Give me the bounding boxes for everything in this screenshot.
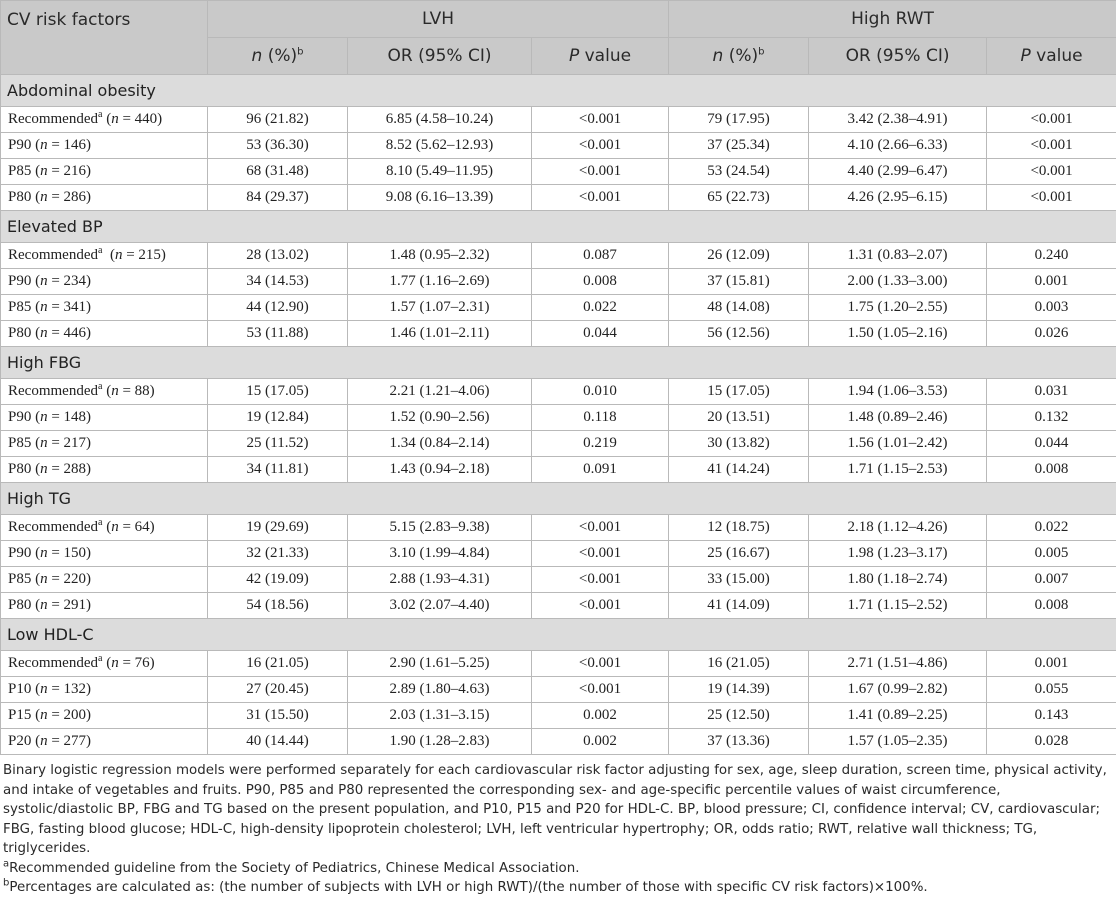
section-row	[1, 483, 1116, 515]
cell-lvh-p: <0.001	[532, 593, 669, 619]
cell-lvh-n: 42 (19.09)	[208, 567, 348, 593]
section-title: Elevated BP	[1, 211, 1116, 243]
row-label: P15 (n = 200)	[1, 703, 208, 729]
cell-rwt-p: 0.007	[987, 567, 1116, 593]
cell-lvh-n: 34 (11.81)	[208, 457, 348, 483]
cell-lvh-p: 0.002	[532, 729, 669, 755]
cell-rwt-n: 65 (22.73)	[669, 185, 809, 211]
cell-lvh-p: <0.001	[532, 677, 669, 703]
cell-rwt-or: 1.71 (1.15–2.53)	[809, 457, 987, 483]
cell-rwt-n: 12 (18.75)	[669, 515, 809, 541]
cell-rwt-or: 1.56 (1.01–2.42)	[809, 431, 987, 457]
cell-rwt-n: 30 (13.82)	[669, 431, 809, 457]
table-row	[1, 185, 1116, 211]
cell-rwt-p: 0.055	[987, 677, 1116, 703]
cell-rwt-n: 37 (13.36)	[669, 729, 809, 755]
row-label: P85 (n = 216)	[1, 159, 208, 185]
cell-lvh-or: 3.02 (2.07–4.40)	[348, 593, 532, 619]
col-header-rwt-n: n (%)$^b$	[669, 38, 809, 75]
cell-lvh-p: 0.002	[532, 703, 669, 729]
cell-lvh-p: 0.022	[532, 295, 669, 321]
cell-lvh-or: 1.43 (0.94–2.18)	[348, 457, 532, 483]
cell-rwt-p: 0.001	[987, 269, 1116, 295]
row-label: P80 (n = 286)	[1, 185, 208, 211]
cell-lvh-or: 1.34 (0.84–2.14)	[348, 431, 532, 457]
cell-lvh-n: 27 (20.45)	[208, 677, 348, 703]
cell-lvh-p: <0.001	[532, 515, 669, 541]
cell-rwt-n: 41 (14.24)	[669, 457, 809, 483]
cell-lvh-or: 1.90 (1.28–2.83)	[348, 729, 532, 755]
cell-lvh-or: 5.15 (2.83–9.38)	[348, 515, 532, 541]
table-row	[1, 321, 1116, 347]
cell-rwt-or: 4.10 (2.66–6.33)	[809, 133, 987, 159]
cell-rwt-p: 0.143	[987, 703, 1116, 729]
row-label: P85 (n = 220)	[1, 567, 208, 593]
cell-lvh-n: 54 (18.56)	[208, 593, 348, 619]
cell-lvh-or: 1.57 (1.07–2.31)	[348, 295, 532, 321]
table-row	[1, 515, 1116, 541]
row-label: Recommended$^a$ (n = 64)	[1, 515, 208, 541]
table-row	[1, 677, 1116, 703]
cell-lvh-or: 1.52 (0.90–2.56)	[348, 405, 532, 431]
row-label: P80 (n = 446)	[1, 321, 208, 347]
cell-lvh-or: 8.52 (5.62–12.93)	[348, 133, 532, 159]
row-label: Recommended$^a$ (n = 215)	[1, 243, 208, 269]
cell-lvh-n: 25 (11.52)	[208, 431, 348, 457]
cell-rwt-p: 0.028	[987, 729, 1116, 755]
cell-lvh-n: 96 (21.82)	[208, 107, 348, 133]
table-row	[1, 651, 1116, 677]
col-header-lvh-or: OR (95% CI)	[348, 38, 532, 75]
row-label: P80 (n = 291)	[1, 593, 208, 619]
cell-lvh-p: <0.001	[532, 133, 669, 159]
cell-rwt-n: 37 (25.34)	[669, 133, 809, 159]
col-header-rwt-p: P value	[987, 38, 1116, 75]
cell-rwt-p: 0.026	[987, 321, 1116, 347]
cell-rwt-p: 0.008	[987, 457, 1116, 483]
cell-rwt-n: 56 (12.56)	[669, 321, 809, 347]
footnote-a: $^a$Recommended guideline from the Society of Pediatrics, Chinese Medical Association.	[3, 859, 1113, 879]
row-label: P10 (n = 132)	[1, 677, 208, 703]
cell-rwt-p: <0.001	[987, 133, 1116, 159]
cell-lvh-p: 0.219	[532, 431, 669, 457]
cell-rwt-or: 1.75 (1.20–2.55)	[809, 295, 987, 321]
cell-rwt-or: 1.67 (0.99–2.82)	[809, 677, 987, 703]
table-row	[1, 159, 1116, 185]
cell-lvh-or: 1.46 (1.01–2.11)	[348, 321, 532, 347]
row-label: P80 (n = 288)	[1, 457, 208, 483]
section-title: High FBG	[1, 347, 1116, 379]
table-row	[1, 457, 1116, 483]
cell-rwt-or: 1.41 (0.89–2.25)	[809, 703, 987, 729]
cell-rwt-n: 33 (15.00)	[669, 567, 809, 593]
col-header-lvh-n: n (%)$^b$	[208, 38, 348, 75]
section-title: Abdominal obesity	[1, 75, 1116, 107]
cell-rwt-or: 4.40 (2.99–6.47)	[809, 159, 987, 185]
cell-lvh-or: 2.03 (1.31–3.15)	[348, 703, 532, 729]
cell-rwt-n: 48 (14.08)	[669, 295, 809, 321]
cell-rwt-p: 0.008	[987, 593, 1116, 619]
cell-rwt-or: 1.94 (1.06–3.53)	[809, 379, 987, 405]
cell-lvh-n: 16 (21.05)	[208, 651, 348, 677]
cell-lvh-p: <0.001	[532, 159, 669, 185]
cell-rwt-p: 0.132	[987, 405, 1116, 431]
cell-lvh-n: 31 (15.50)	[208, 703, 348, 729]
cell-rwt-or: 2.18 (1.12–4.26)	[809, 515, 987, 541]
cell-rwt-n: 25 (16.67)	[669, 541, 809, 567]
table-row	[1, 133, 1116, 159]
cell-lvh-p: 0.008	[532, 269, 669, 295]
cell-lvh-n: 53 (36.30)	[208, 133, 348, 159]
cell-lvh-n: 34 (14.53)	[208, 269, 348, 295]
cell-lvh-p: <0.001	[532, 567, 669, 593]
cell-rwt-or: 2.00 (1.33–3.00)	[809, 269, 987, 295]
row-label: P90 (n = 146)	[1, 133, 208, 159]
col-group-lvh: LVH	[208, 1, 669, 38]
cell-rwt-or: 1.48 (0.89–2.46)	[809, 405, 987, 431]
cell-rwt-p: 0.240	[987, 243, 1116, 269]
section-row	[1, 211, 1116, 243]
cell-rwt-p: <0.001	[987, 107, 1116, 133]
cell-lvh-n: 84 (29.37)	[208, 185, 348, 211]
cell-lvh-or: 2.21 (1.21–4.06)	[348, 379, 532, 405]
section-row	[1, 75, 1116, 107]
row-label: P90 (n = 150)	[1, 541, 208, 567]
cell-lvh-n: 28 (13.02)	[208, 243, 348, 269]
cell-lvh-n: 53 (11.88)	[208, 321, 348, 347]
cell-rwt-p: <0.001	[987, 185, 1116, 211]
col-group-high-rwt: High RWT	[669, 1, 1116, 38]
row-label: P20 (n = 277)	[1, 729, 208, 755]
cell-lvh-n: 19 (12.84)	[208, 405, 348, 431]
cell-rwt-n: 16 (21.05)	[669, 651, 809, 677]
table-row	[1, 703, 1116, 729]
cell-lvh-n: 68 (31.48)	[208, 159, 348, 185]
row-label: P85 (n = 341)	[1, 295, 208, 321]
cell-rwt-n: 25 (12.50)	[669, 703, 809, 729]
cell-lvh-n: 15 (17.05)	[208, 379, 348, 405]
cell-rwt-or: 1.31 (0.83–2.07)	[809, 243, 987, 269]
cell-lvh-or: 2.90 (1.61–5.25)	[348, 651, 532, 677]
cell-lvh-n: 32 (21.33)	[208, 541, 348, 567]
section-row	[1, 347, 1116, 379]
cell-lvh-n: 44 (12.90)	[208, 295, 348, 321]
cell-lvh-p: <0.001	[532, 185, 669, 211]
row-label: P90 (n = 234)	[1, 269, 208, 295]
cell-lvh-p: <0.001	[532, 107, 669, 133]
cell-lvh-p: 0.010	[532, 379, 669, 405]
table-row	[1, 269, 1116, 295]
footnote-b: $^b$Percentages are calculated as: (the number of subjects with LVH or high RWT)/(the number of those with specific CV risk factors)×100%.	[3, 878, 1113, 898]
cell-rwt-or: 1.50 (1.05–2.16)	[809, 321, 987, 347]
cell-lvh-or: 3.10 (1.99–4.84)	[348, 541, 532, 567]
cell-rwt-n: 41 (14.09)	[669, 593, 809, 619]
cell-rwt-or: 4.26 (2.95–6.15)	[809, 185, 987, 211]
cell-rwt-p: 0.005	[987, 541, 1116, 567]
table-row	[1, 379, 1116, 405]
cell-lvh-n: 40 (14.44)	[208, 729, 348, 755]
note-main: Binary logistic regression models were performed separately for each cardiovascular risk factor adjusting for sex, age, sleep duration, screen time, physical activity, and intake of vegetables and fruits. P90, P85 and P80 represented the corresponding sex- and age-specific percentile values of waist circumference, systolic/diastolic BP, FBG and TG based on the present population, and P10, P15 and P20 for HDL-C. BP, blood pressure; CI, confidence interval; CV, cardiovascular; FBG, fasting blood glucose; HDL-C, high-density lipoprotein cholesterol; LVH, left ventricular hypertrophy; OR, odds ratio; RWT, relative wall thickness; TG, triglycerides.	[3, 761, 1113, 859]
cell-rwt-n: 15 (17.05)	[669, 379, 809, 405]
table-row	[1, 107, 1116, 133]
row-label: Recommended$^a$ (n = 76)	[1, 651, 208, 677]
table-row	[1, 567, 1116, 593]
cell-rwt-p: 0.044	[987, 431, 1116, 457]
cell-rwt-p: 0.022	[987, 515, 1116, 541]
table-row	[1, 593, 1116, 619]
cell-lvh-p: 0.044	[532, 321, 669, 347]
cell-rwt-p: 0.003	[987, 295, 1116, 321]
cell-rwt-n: 19 (14.39)	[669, 677, 809, 703]
row-label: P90 (n = 148)	[1, 405, 208, 431]
col-header-rwt-or: OR (95% CI)	[809, 38, 987, 75]
cell-lvh-p: 0.118	[532, 405, 669, 431]
cell-rwt-n: 53 (24.54)	[669, 159, 809, 185]
cell-rwt-n: 79 (17.95)	[669, 107, 809, 133]
table-row	[1, 405, 1116, 431]
cell-rwt-or: 1.98 (1.23–3.17)	[809, 541, 987, 567]
cell-lvh-n: 19 (29.69)	[208, 515, 348, 541]
table-row	[1, 541, 1116, 567]
row-label: Recommended$^a$ (n = 88)	[1, 379, 208, 405]
cell-rwt-n: 20 (13.51)	[669, 405, 809, 431]
cell-rwt-or: 1.80 (1.18–2.74)	[809, 567, 987, 593]
cell-lvh-or: 2.89 (1.80–4.63)	[348, 677, 532, 703]
table-row	[1, 295, 1116, 321]
table-row	[1, 729, 1116, 755]
table-body	[1, 75, 1116, 755]
cell-lvh-or: 1.48 (0.95–2.32)	[348, 243, 532, 269]
cell-lvh-p: 0.087	[532, 243, 669, 269]
cell-rwt-or: 1.57 (1.05–2.35)	[809, 729, 987, 755]
section-row	[1, 619, 1116, 651]
cell-lvh-p: 0.091	[532, 457, 669, 483]
cell-rwt-or: 2.71 (1.51–4.86)	[809, 651, 987, 677]
cell-lvh-or: 2.88 (1.93–4.31)	[348, 567, 532, 593]
cell-lvh-or: 6.85 (4.58–10.24)	[348, 107, 532, 133]
cell-lvh-p: <0.001	[532, 541, 669, 567]
row-label: Recommended$^a$ (n = 440)	[1, 107, 208, 133]
cell-rwt-p: <0.001	[987, 159, 1116, 185]
col-header-risk-factors: CV risk factors	[1, 1, 208, 75]
cell-lvh-or: 8.10 (5.49–11.95)	[348, 159, 532, 185]
row-label: P85 (n = 217)	[1, 431, 208, 457]
cell-lvh-or: 1.77 (1.16–2.69)	[348, 269, 532, 295]
cell-rwt-n: 26 (12.09)	[669, 243, 809, 269]
section-title: Low HDL-C	[1, 619, 1116, 651]
table-notes	[0, 755, 1116, 898]
col-header-lvh-p: P value	[532, 38, 669, 75]
table-row	[1, 431, 1116, 457]
cell-rwt-or: 1.71 (1.15–2.52)	[809, 593, 987, 619]
cell-rwt-p: 0.001	[987, 651, 1116, 677]
cell-rwt-n: 37 (15.81)	[669, 269, 809, 295]
cell-rwt-or: 3.42 (2.38–4.91)	[809, 107, 987, 133]
cell-lvh-p: <0.001	[532, 651, 669, 677]
cell-lvh-or: 9.08 (6.16–13.39)	[348, 185, 532, 211]
section-title: High TG	[1, 483, 1116, 515]
cell-rwt-p: 0.031	[987, 379, 1116, 405]
table-row	[1, 243, 1116, 269]
